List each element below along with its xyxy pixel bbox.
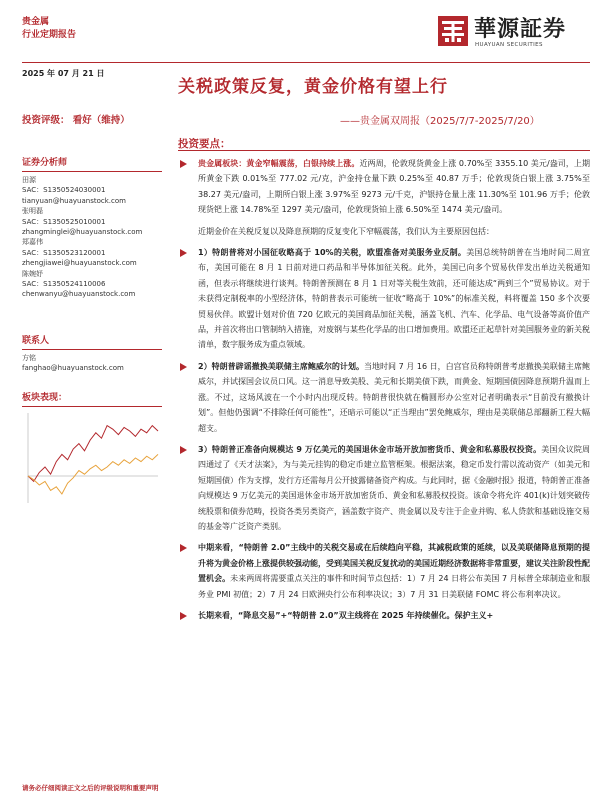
analyst-name: 郑嘉伟 [22, 238, 43, 247]
paragraph-text: 当地时间 7 月 16 日，白宫官员称特朗普考虑撤换美联储主席鲍威尔，并试探国会议员口风。这一消息导致美股、美元和长期美债下跌，而黄金、短期国债因降息预期升温而上涨。不过，这场风波在一个小时内出现反转。特朗普很快就在椭圆形办公室对记者明确表示“目前没有撤换计划”。但他仍强调“不排除任何可能性”，还暗示可能以“正当理由”罢免鲍威尔，理由是美联储总部翻新工程大幅超支。 [198, 361, 590, 433]
paragraph-lead: 2）特朗普辟谣撤换美联储主席鲍威尔的计划。 [198, 361, 364, 371]
bullet-triangle-icon [180, 363, 187, 371]
key-points-heading: 投资要点： [178, 138, 231, 150]
company-logo [438, 10, 588, 56]
report-category [22, 16, 76, 42]
bullet-triangle-icon [180, 446, 187, 454]
analysts-heading: 证券分析师 [22, 158, 68, 168]
contact-info [22, 353, 162, 374]
paragraph-text: 未来两周将需要重点关注的事件和时间节点包括：1）7 月 24 日将公布美国 7 月标普全球制造业和服务业 PMI 初值；2）7 月 24 日欧洲央行公布利率决议；3）7 月 31 日美联储 FOMC 将公布利率决议。 [198, 574, 590, 599]
logo-english-text: HUAYUAN SECURITIES [475, 42, 543, 48]
investment-rating: 投资评级： 看好（维持） [22, 115, 130, 126]
logo-text: 華源証券 [474, 16, 567, 42]
paragraph-text: 近两周，伦敦现货黄金上涨 0.70%至 3355.10 美元/盎司，上期所黄金下跌 0.01%至 777.02 元/克，沪金持仓量下跌 0.25%至 40.87 万手；伦敦现货白银上涨 3.75%至 38.27 美元/盎司，上期所白银上涨 3.97%至 9273 元/千克，沪银持仓量上涨 11.30%至 101.96 万手；伦敦现货钯上涨 14.78%至 1297 美元/盎司，伦敦现货铂上涨 6.50%至 1474 美元/盎司。 [198, 159, 591, 215]
paragraph-mid-term [178, 540, 590, 602]
paragraph-text: 美国总统特朗普在当地时间二周宣布，美国可能在 8 月 1 日前对进口药品和半导体加征关税。此外，美国已向多个贸易伙伴发出单边关税通知函，但表示将继续进行谈判。特朗普预测在 8 月 1 日对等关税生效前，还可能达成“两到三个”贸易协议。对于未获得定制税率的小型经济体，特朗普表示可能统一征收“略高于 10%”的标准关税，料将覆盖 150 多个次要贸易伙伴。欧盟计划对价值 720 亿欧元的美国商品加征关税，涵盖飞机、汽车、化学品、电气设备等高价值产品，并首次将出口管制纳入措施，对废钢与某些化学品的出口增加费用。欧盟还正起草针对美国服务业的新关税清单，数字服务成为重点领域。 [198, 248, 591, 350]
chart-heading: 板块表现： [22, 393, 68, 403]
contact-heading: 联系人 [22, 336, 50, 346]
header-divider [22, 62, 590, 63]
paragraph-retirement-market [178, 442, 590, 534]
paragraph-long-term [178, 608, 590, 623]
chart-series-group [28, 426, 158, 494]
paragraph-text: 近期金价在关税反复以及降息预期的反复变化下窄幅震荡，我们认为主要原因包括： [198, 226, 494, 236]
bullet-triangle-icon [180, 160, 187, 168]
contact-section [22, 333, 162, 374]
report-type-label: 行业定期报告 [22, 30, 77, 40]
paragraph-tariffs [178, 245, 590, 353]
key-points-body [178, 156, 590, 629]
report-subtitle: ——贵金属双周报（2025/7/7-2025/7/20） [340, 116, 540, 127]
paragraph-intro [178, 224, 590, 239]
section-divider [22, 171, 162, 172]
analyst-email[interactable]: chenwanyu@huayuanstock.com [22, 290, 136, 299]
paragraph-lead: 长期来看，“降息交易”+“特朗普 2.0”双主线将在 2025 年持续催化。保护主义+ [198, 610, 494, 620]
analyst-sac: SAC：S1350525010001 [22, 217, 106, 226]
bullet-triangle-icon [180, 544, 187, 552]
logo-mark-icon [438, 16, 468, 46]
sector-performance-chart [22, 405, 162, 510]
paragraph-lead: 贵金属板块：黄金窄幅震荡，白银持续上涨。 [198, 159, 360, 168]
analyst-email[interactable]: zhengjiawei@huayuanstock.com [22, 259, 137, 268]
analyst-sac: SAC：S1350523120001 [22, 248, 106, 257]
report-title: 关税政策反复，黄金价格有望上行 [178, 77, 448, 97]
analyst-sac: SAC：S1350524110006 [22, 280, 106, 289]
paragraph-precious-metals [178, 156, 590, 218]
report-date: 2025 年 07 月 21 日 [22, 69, 105, 78]
paragraph-lead: 1）特朗普将对小国征收略高于 10%的关税，欧盟准备对美服务业反制。 [198, 248, 467, 258]
category-label: 贵金属 [22, 17, 50, 27]
analyst-sac: SAC：S1350524030001 [22, 186, 106, 195]
series-line-1 [28, 454, 158, 494]
analyst-list [22, 175, 162, 300]
key-points-divider [178, 150, 590, 151]
analyst-name: 张明磊 [22, 207, 43, 216]
paragraph-lead: 中期来看，“特朗普 2.0”主线中的关税交易或在后续趋向平稳，其减税政策的延续，以及美联储降息预期的提升将为黄金价格上涨提供较强动能，受到美国关税反复扰动的美国近期经济数据将非常重要，建议关注阶段性配置机会。 [198, 543, 590, 584]
paragraph-lead: 3）特朗普正准备向规模达 9 万亿美元的美国退休金市场开放加密货币、黄金和私募股权投资。 [198, 444, 542, 454]
contact-name: 方铭 [22, 354, 36, 362]
analyst-name: 陈婉妤 [22, 269, 43, 278]
paragraph-text: 美国众议院周四通过了《天才法案》，为与美元挂钩的稳定币建立监管框架。根据法案，稳定币发行需以流动资产（如美元和短期国债）作为支撑，发行方还需每月公开披露储备资产构成。与此同时，据《金融时报》报道，特朗普正准备向规模达 9 万亿美元的美国退休金市场开放加密货币、黄金和私募股权投资。该命令将允许 401(k)计划突破传统股票和债券范畴，投资各类另类资产，涵盖数字资产、贵金属以及专注于企业并购、私人贷款和基础设施交易的基金等广泛资产类别。 [198, 444, 591, 531]
section-divider [22, 349, 162, 350]
bullet-triangle-icon [180, 612, 187, 620]
analyst-name: 田源 [22, 176, 36, 184]
disclaimer-footer: 请务必仔细阅读正文之后的评级说明和重要声明 [22, 784, 159, 792]
contact-email[interactable]: fanghao@huayuanstock.com [22, 364, 124, 373]
analysts-section [22, 155, 162, 300]
bullet-triangle-icon [180, 249, 187, 257]
analyst-email[interactable]: zhangminglei@huayuanstock.com [22, 228, 143, 237]
analyst-email[interactable]: tianyuan@huayuanstock.com [22, 196, 126, 205]
paragraph-fed-chair [178, 359, 590, 436]
series-line-0 [28, 426, 158, 482]
